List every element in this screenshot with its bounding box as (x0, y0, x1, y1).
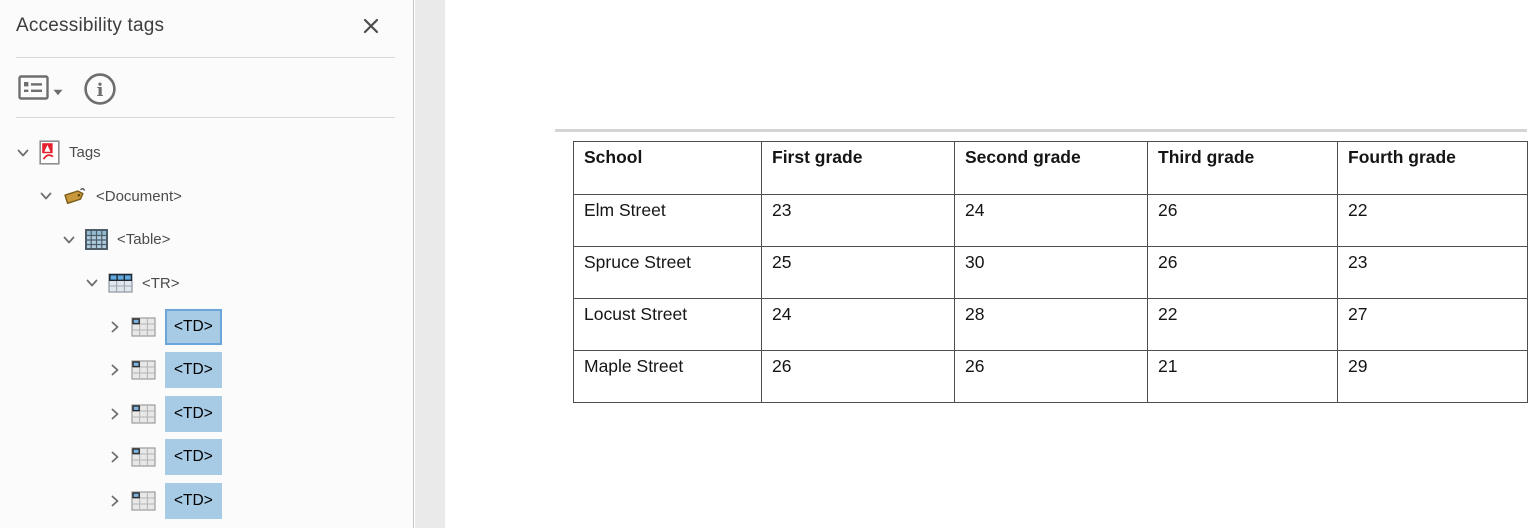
table-cell: Elm Street (574, 195, 762, 247)
tag-tree (0, 131, 413, 528)
tree-item[interactable] (0, 436, 413, 480)
table-cell-icon (131, 404, 156, 424)
chevron-right-icon[interactable] (108, 450, 122, 464)
tree-item-label: <Document> (96, 187, 182, 205)
table-row-icon (108, 273, 133, 293)
table-cell: 30 (955, 247, 1148, 299)
tree-item-label: <TD> (165, 352, 222, 388)
tree-item-label: <TR> (142, 274, 180, 292)
toolbar-divider (16, 117, 395, 118)
chevron-down-icon[interactable] (16, 146, 30, 160)
tree-item[interactable] (0, 392, 413, 436)
list-options-icon[interactable] (18, 75, 49, 103)
accessibility-tags-panel (0, 0, 414, 528)
table-cell: Maple Street (574, 351, 762, 403)
svg-text:i: i (96, 80, 104, 101)
tree-item-label: Tags (69, 144, 101, 162)
table-cell: 27 (1338, 299, 1528, 351)
panel-toolbar (0, 68, 414, 112)
document-table (573, 141, 1528, 403)
tree-item[interactable] (0, 305, 413, 349)
document-canvas (445, 0, 1540, 528)
table-row (574, 351, 1528, 403)
tree-item-label: <TD> (165, 439, 222, 475)
table-header-cell: School (574, 142, 762, 195)
table-header-cell: Second grade (955, 142, 1148, 195)
tree-item-label: <Table> (117, 231, 171, 249)
table-cell: 24 (762, 299, 955, 351)
table-cell-icon (131, 360, 156, 380)
chevron-right-icon[interactable] (108, 363, 122, 377)
info-icon[interactable] (82, 71, 118, 110)
table-cell: 26 (1148, 195, 1338, 247)
table-cell: Spruce Street (574, 247, 762, 299)
table-cell: 24 (955, 195, 1148, 247)
tree-item-label: <TD> (165, 483, 222, 519)
tree-item[interactable] (0, 175, 413, 219)
tree-item[interactable] (0, 131, 413, 175)
table-row (574, 247, 1528, 299)
table-cell: 21 (1148, 351, 1338, 403)
table-cell: 22 (1338, 195, 1528, 247)
table-cell: 25 (762, 247, 955, 299)
table-cell: 26 (955, 351, 1148, 403)
table-header-cell: Third grade (1148, 142, 1338, 195)
tree-item-label: <TD> (165, 396, 222, 432)
table-header-cell: First grade (762, 142, 955, 195)
tree-item[interactable] (0, 218, 413, 262)
table-cell-icon (131, 447, 156, 467)
panel-title: Accessibility tags (16, 15, 165, 36)
table-cell: 22 (1148, 299, 1338, 351)
selection-line (555, 129, 1527, 132)
tree-item[interactable] (0, 479, 413, 523)
pdf-tags-icon (39, 140, 60, 165)
table-header-cell: Fourth grade (1338, 142, 1528, 195)
tag-icon (62, 185, 87, 207)
close-icon[interactable] (358, 14, 384, 40)
chevron-down-icon[interactable] (62, 233, 76, 247)
table-cell: 28 (955, 299, 1148, 351)
chevron-right-icon[interactable] (108, 320, 122, 334)
header-divider (16, 57, 395, 58)
table-cell: 23 (1338, 247, 1528, 299)
tree-item-label: <TD> (165, 309, 222, 345)
tree-item[interactable] (0, 349, 413, 393)
table-cell-icon (131, 317, 156, 337)
table-cell: 26 (1148, 247, 1338, 299)
chevron-down-icon[interactable] (85, 276, 99, 290)
table-icon (85, 229, 108, 250)
panel-gutter (415, 0, 445, 528)
table-header-row (574, 142, 1528, 195)
chevron-right-icon[interactable] (108, 407, 122, 421)
table-cell: 26 (762, 351, 955, 403)
table-cell: 29 (1338, 351, 1528, 403)
table-cell-icon (131, 491, 156, 511)
chevron-right-icon[interactable] (108, 494, 122, 508)
table-cell: 23 (762, 195, 955, 247)
caret-down-icon[interactable] (53, 84, 63, 99)
table-cell: Locust Street (574, 299, 762, 351)
table-row (574, 195, 1528, 247)
tree-item[interactable] (0, 262, 413, 306)
table-row (574, 299, 1528, 351)
chevron-down-icon[interactable] (39, 189, 53, 203)
